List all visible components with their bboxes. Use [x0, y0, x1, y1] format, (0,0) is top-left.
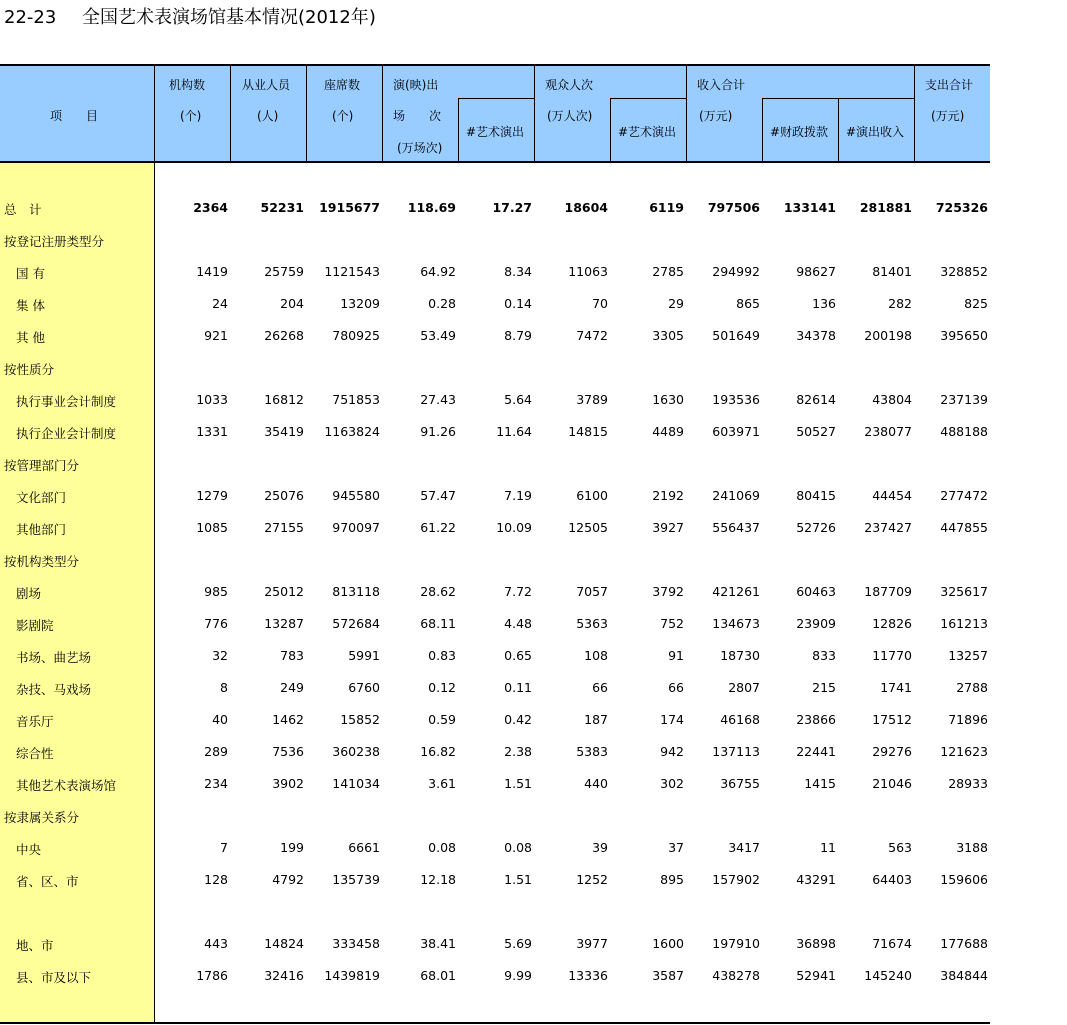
cell-income-fiscal: 34378: [796, 328, 836, 343]
cell-income-fiscal: 136: [812, 296, 836, 311]
cell-orgs: 32: [212, 648, 228, 663]
cell-staff: 32416: [264, 968, 304, 983]
cell-expenditure: 825: [964, 296, 988, 311]
cell-income-fiscal: 22441: [796, 744, 836, 759]
cell-income: 36755: [720, 776, 760, 791]
cell-income-fiscal: 60463: [796, 584, 836, 599]
cell-orgs: 24: [212, 296, 228, 311]
cell-orgs: 1033: [196, 392, 228, 407]
cell-orgs: 128: [204, 872, 228, 887]
cell-audience-art: 942: [660, 744, 684, 759]
cell-orgs: 776: [204, 616, 228, 631]
cell-orgs: 289: [204, 744, 228, 759]
cell-income: 157902: [712, 872, 760, 887]
cell-expenditure: 384844: [940, 968, 988, 983]
cell-expenditure: 28933: [948, 776, 988, 791]
table-row: [0, 480, 990, 512]
cell-performances-art: 1.51: [504, 872, 532, 887]
cell-staff: 204: [280, 296, 304, 311]
cell-orgs: 2364: [193, 200, 228, 215]
cell-income-performance: 563: [888, 840, 912, 855]
cell-income-performance: 200198: [864, 328, 912, 343]
cell-audience-art: 2785: [652, 264, 684, 279]
cell-income-performance: 71674: [872, 936, 912, 951]
cell-audience: 187: [584, 712, 608, 727]
cell-audience: 18604: [564, 200, 608, 215]
cell-income: 421261: [712, 584, 760, 599]
cell-audience-art: 302: [660, 776, 684, 791]
cell-expenditure: 725326: [935, 200, 988, 215]
cell-performances: 0.83: [428, 648, 456, 663]
header-staff: 从业人员: [242, 78, 291, 92]
cell-orgs: 1085: [196, 520, 228, 535]
cell-orgs: 1786: [196, 968, 228, 983]
header-orgs-unit: (个): [180, 109, 202, 123]
cell-performances-art: 1.51: [504, 776, 532, 791]
cell-performances-art: 2.38: [504, 744, 532, 759]
cell-performances-art: 11.64: [496, 424, 532, 439]
row-label: 其 他: [16, 330, 45, 345]
cell-audience-art: 1630: [652, 392, 684, 407]
cell-audience-art: 66: [668, 680, 684, 695]
cell-audience-art: 6119: [649, 200, 684, 215]
row-label: 执行事业会计制度: [16, 394, 117, 409]
header-staff-unit: (人): [257, 109, 279, 123]
header-income-performance: #演出收入: [846, 125, 905, 139]
row-label: 剧场: [16, 586, 42, 601]
cell-seats: 1915677: [319, 200, 380, 215]
cell-performances-art: 9.99: [504, 968, 532, 983]
cell-seats: 970097: [332, 520, 380, 535]
row-label: 音乐厅: [16, 714, 54, 729]
cell-expenditure: 161213: [940, 616, 988, 631]
cell-income-performance: 64403: [872, 872, 912, 887]
cell-income: 501649: [712, 328, 760, 343]
row-label: 按隶属关系分: [4, 810, 80, 825]
cell-orgs: 443: [204, 936, 228, 951]
cell-performances-art: 0.65: [504, 648, 532, 663]
row-label: 文化部门: [16, 490, 67, 505]
cell-orgs: 1419: [196, 264, 228, 279]
table-group-row: [0, 544, 990, 576]
cell-expenditure: 2788: [956, 680, 988, 695]
table-row: [0, 960, 990, 992]
row-label: 省、区、市: [16, 874, 79, 889]
cell-performances: 68.11: [420, 616, 456, 631]
cell-expenditure: 488188: [940, 424, 988, 439]
cell-income-performance: 44454: [872, 488, 912, 503]
cell-staff: 13287: [264, 616, 304, 631]
cell-audience: 13336: [568, 968, 608, 983]
cell-expenditure: 177688: [940, 936, 988, 951]
cell-seats: 135739: [332, 872, 380, 887]
cell-performances: 0.08: [428, 840, 456, 855]
table-row: [0, 288, 990, 320]
cell-income: 3417: [728, 840, 760, 855]
table-group-row: [0, 224, 990, 256]
cell-audience: 108: [584, 648, 608, 663]
cell-income: 294992: [712, 264, 760, 279]
cell-audience: 39: [592, 840, 608, 855]
cell-audience: 440: [584, 776, 608, 791]
cell-income: 2807: [728, 680, 760, 695]
cell-audience-art: 1600: [652, 936, 684, 951]
cell-audience: 7472: [576, 328, 608, 343]
cell-performances: 27.43: [420, 392, 456, 407]
cell-income-fiscal: 833: [812, 648, 836, 663]
cell-staff: 249: [280, 680, 304, 695]
cell-seats: 5991: [348, 648, 380, 663]
cell-audience-art: 174: [660, 712, 684, 727]
cell-income: 556437: [712, 520, 760, 535]
table-row: [0, 192, 990, 224]
cell-performances: 0.59: [428, 712, 456, 727]
cell-performances-art: 7.72: [504, 584, 532, 599]
cell-income-fiscal: 43291: [796, 872, 836, 887]
cell-audience: 70: [592, 296, 608, 311]
cell-income-fiscal: 23909: [796, 616, 836, 631]
cell-income: 134673: [712, 616, 760, 631]
table-row: [0, 576, 990, 608]
cell-income-performance: 1741: [880, 680, 912, 695]
cell-seats: 1121543: [324, 264, 380, 279]
cell-audience-art: 29: [668, 296, 684, 311]
cell-performances-art: 17.27: [492, 200, 532, 215]
cell-audience: 7057: [576, 584, 608, 599]
header-audience-art: #艺术演出: [618, 125, 677, 139]
cell-seats: 6661: [348, 840, 380, 855]
cell-audience: 66: [592, 680, 608, 695]
cell-audience: 3789: [576, 392, 608, 407]
table-row: [0, 768, 990, 800]
row-label: 总 计: [4, 202, 42, 217]
cell-audience: 3977: [576, 936, 608, 951]
cell-staff: 27155: [264, 520, 304, 535]
cell-staff: 1462: [272, 712, 304, 727]
cell-income: 438278: [712, 968, 760, 983]
cell-income: 797506: [707, 200, 760, 215]
cell-performances-art: 5.69: [504, 936, 532, 951]
cell-performances-art: 0.11: [504, 680, 532, 695]
cell-income-performance: 238077: [864, 424, 912, 439]
cell-seats: 141034: [332, 776, 380, 791]
row-label: 书场、曲艺场: [16, 650, 92, 665]
row-label: 中央: [16, 842, 42, 857]
row-label: 杂技、马戏场: [16, 682, 92, 697]
cell-seats: 945580: [332, 488, 380, 503]
cell-expenditure: 13257: [948, 648, 988, 663]
cell-income-fiscal: 11: [820, 840, 836, 855]
cell-audience-art: 91: [668, 648, 684, 663]
header-seats: 座席数: [324, 78, 361, 92]
cell-audience-art: 3587: [652, 968, 684, 983]
table-row: [0, 832, 990, 864]
cell-income-fiscal: 215: [812, 680, 836, 695]
cell-performances: 16.82: [420, 744, 456, 759]
cell-seats: 6760: [348, 680, 380, 695]
cell-performances: 28.62: [420, 584, 456, 599]
cell-income: 197910: [712, 936, 760, 951]
cell-performances-art: 10.09: [496, 520, 532, 535]
cell-audience-art: 37: [668, 840, 684, 855]
cell-seats: 780925: [332, 328, 380, 343]
cell-performances: 64.92: [420, 264, 456, 279]
cell-orgs: 921: [204, 328, 228, 343]
cell-performances: 57.47: [420, 488, 456, 503]
cell-income-performance: 17512: [872, 712, 912, 727]
header-performance-art: #艺术演出: [466, 125, 525, 139]
row-label: 集 体: [16, 298, 45, 313]
cell-orgs: 8: [220, 680, 228, 695]
table-group-row: [0, 352, 990, 384]
cell-staff: 7536: [272, 744, 304, 759]
cell-performances: 38.41: [420, 936, 456, 951]
table-row: [0, 928, 990, 960]
cell-expenditure: 328852: [940, 264, 988, 279]
cell-expenditure: 159606: [940, 872, 988, 887]
cell-seats: 15852: [340, 712, 380, 727]
cell-audience: 14815: [568, 424, 608, 439]
cell-orgs: 985: [204, 584, 228, 599]
cell-seats: 813118: [332, 584, 380, 599]
cell-income-fiscal: 36898: [796, 936, 836, 951]
data-table: [0, 62, 990, 1024]
row-label: 按性质分: [4, 362, 55, 377]
cell-orgs: 1279: [196, 488, 228, 503]
row-label: 按机构类型分: [4, 554, 80, 569]
cell-income-performance: 282: [888, 296, 912, 311]
cell-expenditure: 277472: [940, 488, 988, 503]
cell-income: 193536: [712, 392, 760, 407]
table-row: [0, 736, 990, 768]
header-income: 收入合计: [697, 78, 746, 92]
cell-audience-art: 895: [660, 872, 684, 887]
cell-performances-art: 0.42: [504, 712, 532, 727]
cell-expenditure: 325617: [940, 584, 988, 599]
cell-audience: 11063: [568, 264, 608, 279]
cell-audience: 5383: [576, 744, 608, 759]
header-audience-unit: (万人次): [547, 109, 593, 123]
cell-performances: 91.26: [420, 424, 456, 439]
cell-income-fiscal: 1415: [804, 776, 836, 791]
cell-performances-art: 8.79: [504, 328, 532, 343]
header-performance-unit: (万场次): [397, 141, 443, 155]
table-row: [0, 672, 990, 704]
cell-income-performance: 187709: [864, 584, 912, 599]
cell-staff: 4792: [272, 872, 304, 887]
header-item: 项 目: [50, 109, 99, 123]
cell-performances-art: 5.64: [504, 392, 532, 407]
row-label: 地、市: [16, 938, 54, 953]
header-orgs: 机构数: [169, 78, 206, 92]
table-row: [0, 704, 990, 736]
cell-staff: 35419: [264, 424, 304, 439]
cell-seats: 1163824: [324, 424, 380, 439]
cell-expenditure: 447855: [940, 520, 988, 535]
cell-income-performance: 237427: [864, 520, 912, 535]
cell-income-performance: 29276: [872, 744, 912, 759]
cell-staff: 3902: [272, 776, 304, 791]
table-group-row: [0, 896, 990, 928]
cell-seats: 13209: [340, 296, 380, 311]
cell-orgs: 234: [204, 776, 228, 791]
table-header: [0, 64, 990, 163]
cell-income: 603971: [712, 424, 760, 439]
cell-performances: 53.49: [420, 328, 456, 343]
cell-expenditure: 3188: [956, 840, 988, 855]
cell-performances: 3.61: [428, 776, 456, 791]
table-row: [0, 608, 990, 640]
header-expenditure-unit: (万元): [931, 109, 965, 123]
table-body: [0, 192, 990, 992]
cell-audience-art: 3305: [652, 328, 684, 343]
cell-income: 18730: [720, 648, 760, 663]
cell-staff: 14824: [264, 936, 304, 951]
cell-staff: 52231: [260, 200, 304, 215]
cell-income-performance: 21046: [872, 776, 912, 791]
cell-audience-art: 3927: [652, 520, 684, 535]
page-title: [4, 4, 376, 34]
cell-staff: 25012: [264, 584, 304, 599]
table-row: [0, 512, 990, 544]
cell-income: 137113: [712, 744, 760, 759]
row-label: 县、市及以下: [16, 970, 92, 985]
row-label: 影剧院: [16, 618, 54, 633]
cell-income-performance: 145240: [864, 968, 912, 983]
cell-income-fiscal: 133141: [783, 200, 836, 215]
row-label: 国 有: [16, 266, 45, 281]
header-seats-unit: (个): [332, 109, 354, 123]
cell-seats: 360238: [332, 744, 380, 759]
cell-staff: 26268: [264, 328, 304, 343]
cell-income-performance: 281881: [859, 200, 912, 215]
cell-audience: 1252: [576, 872, 608, 887]
cell-staff: 199: [280, 840, 304, 855]
cell-staff: 25076: [264, 488, 304, 503]
cell-staff: 16812: [264, 392, 304, 407]
cell-income-fiscal: 50527: [796, 424, 836, 439]
header-performance-sessions: 场 次: [393, 109, 442, 123]
table-row: [0, 416, 990, 448]
cell-expenditure: 395650: [940, 328, 988, 343]
header-income-unit: (万元): [699, 109, 733, 123]
row-label: 其他艺术表演场馆: [16, 778, 117, 793]
cell-seats: 751853: [332, 392, 380, 407]
cell-income-fiscal: 52941: [796, 968, 836, 983]
cell-income: 46168: [720, 712, 760, 727]
cell-expenditure: 71896: [948, 712, 988, 727]
cell-income-performance: 43804: [872, 392, 912, 407]
row-label: 按登记注册类型分: [4, 234, 105, 249]
cell-staff: 783: [280, 648, 304, 663]
table-group-row: [0, 800, 990, 832]
cell-income-fiscal: 82614: [796, 392, 836, 407]
row-label: 按管理部门分: [4, 458, 80, 473]
row-label: 其他部门: [16, 522, 67, 537]
cell-performances: 0.28: [428, 296, 456, 311]
cell-seats: 1439819: [324, 968, 380, 983]
cell-performances: 61.22: [420, 520, 456, 535]
table-number: 22-23: [4, 7, 57, 28]
cell-audience-art: 2192: [652, 488, 684, 503]
table-row: [0, 256, 990, 288]
cell-orgs: 40: [212, 712, 228, 727]
cell-audience: 5363: [576, 616, 608, 631]
cell-seats: 333458: [332, 936, 380, 951]
cell-performances: 12.18: [420, 872, 456, 887]
cell-income-performance: 11770: [872, 648, 912, 663]
cell-audience-art: 3792: [652, 584, 684, 599]
cell-income-fiscal: 23866: [796, 712, 836, 727]
cell-performances-art: 4.48: [504, 616, 532, 631]
cell-income-performance: 81401: [872, 264, 912, 279]
table-row: [0, 864, 990, 896]
cell-performances-art: 0.14: [504, 296, 532, 311]
cell-audience-art: 752: [660, 616, 684, 631]
table-group-row: [0, 448, 990, 480]
header-audience: 观众人次: [545, 78, 594, 92]
row-label: 综合性: [16, 746, 54, 761]
header-expenditure: 支出合计: [925, 78, 974, 92]
cell-expenditure: 237139: [940, 392, 988, 407]
cell-income-performance: 12826: [872, 616, 912, 631]
cell-performances-art: 0.08: [504, 840, 532, 855]
cell-performances: 68.01: [420, 968, 456, 983]
cell-orgs: 7: [220, 840, 228, 855]
cell-income: 865: [736, 296, 760, 311]
cell-income-fiscal: 98627: [796, 264, 836, 279]
cell-staff: 25759: [264, 264, 304, 279]
cell-income-fiscal: 80415: [796, 488, 836, 503]
cell-income-fiscal: 52726: [796, 520, 836, 535]
cell-performances: 118.69: [407, 200, 456, 215]
table-row: [0, 384, 990, 416]
row-label: 执行企业会计制度: [16, 426, 117, 441]
cell-seats: 572684: [332, 616, 380, 631]
cell-expenditure: 121623: [940, 744, 988, 759]
cell-audience-art: 4489: [652, 424, 684, 439]
cell-audience: 6100: [576, 488, 608, 503]
cell-audience: 12505: [568, 520, 608, 535]
cell-performances: 0.12: [428, 680, 456, 695]
table-row: [0, 320, 990, 352]
table-title: 全国艺术表演场馆基本情况(2012年): [82, 7, 376, 28]
cell-performances-art: 7.19: [504, 488, 532, 503]
table-row: [0, 640, 990, 672]
cell-income: 241069: [712, 488, 760, 503]
cell-orgs: 1331: [196, 424, 228, 439]
header-income-fiscal: #财政拨款: [770, 125, 829, 139]
cell-performances-art: 8.34: [504, 264, 532, 279]
header-performances: 演(映)出: [393, 78, 439, 92]
